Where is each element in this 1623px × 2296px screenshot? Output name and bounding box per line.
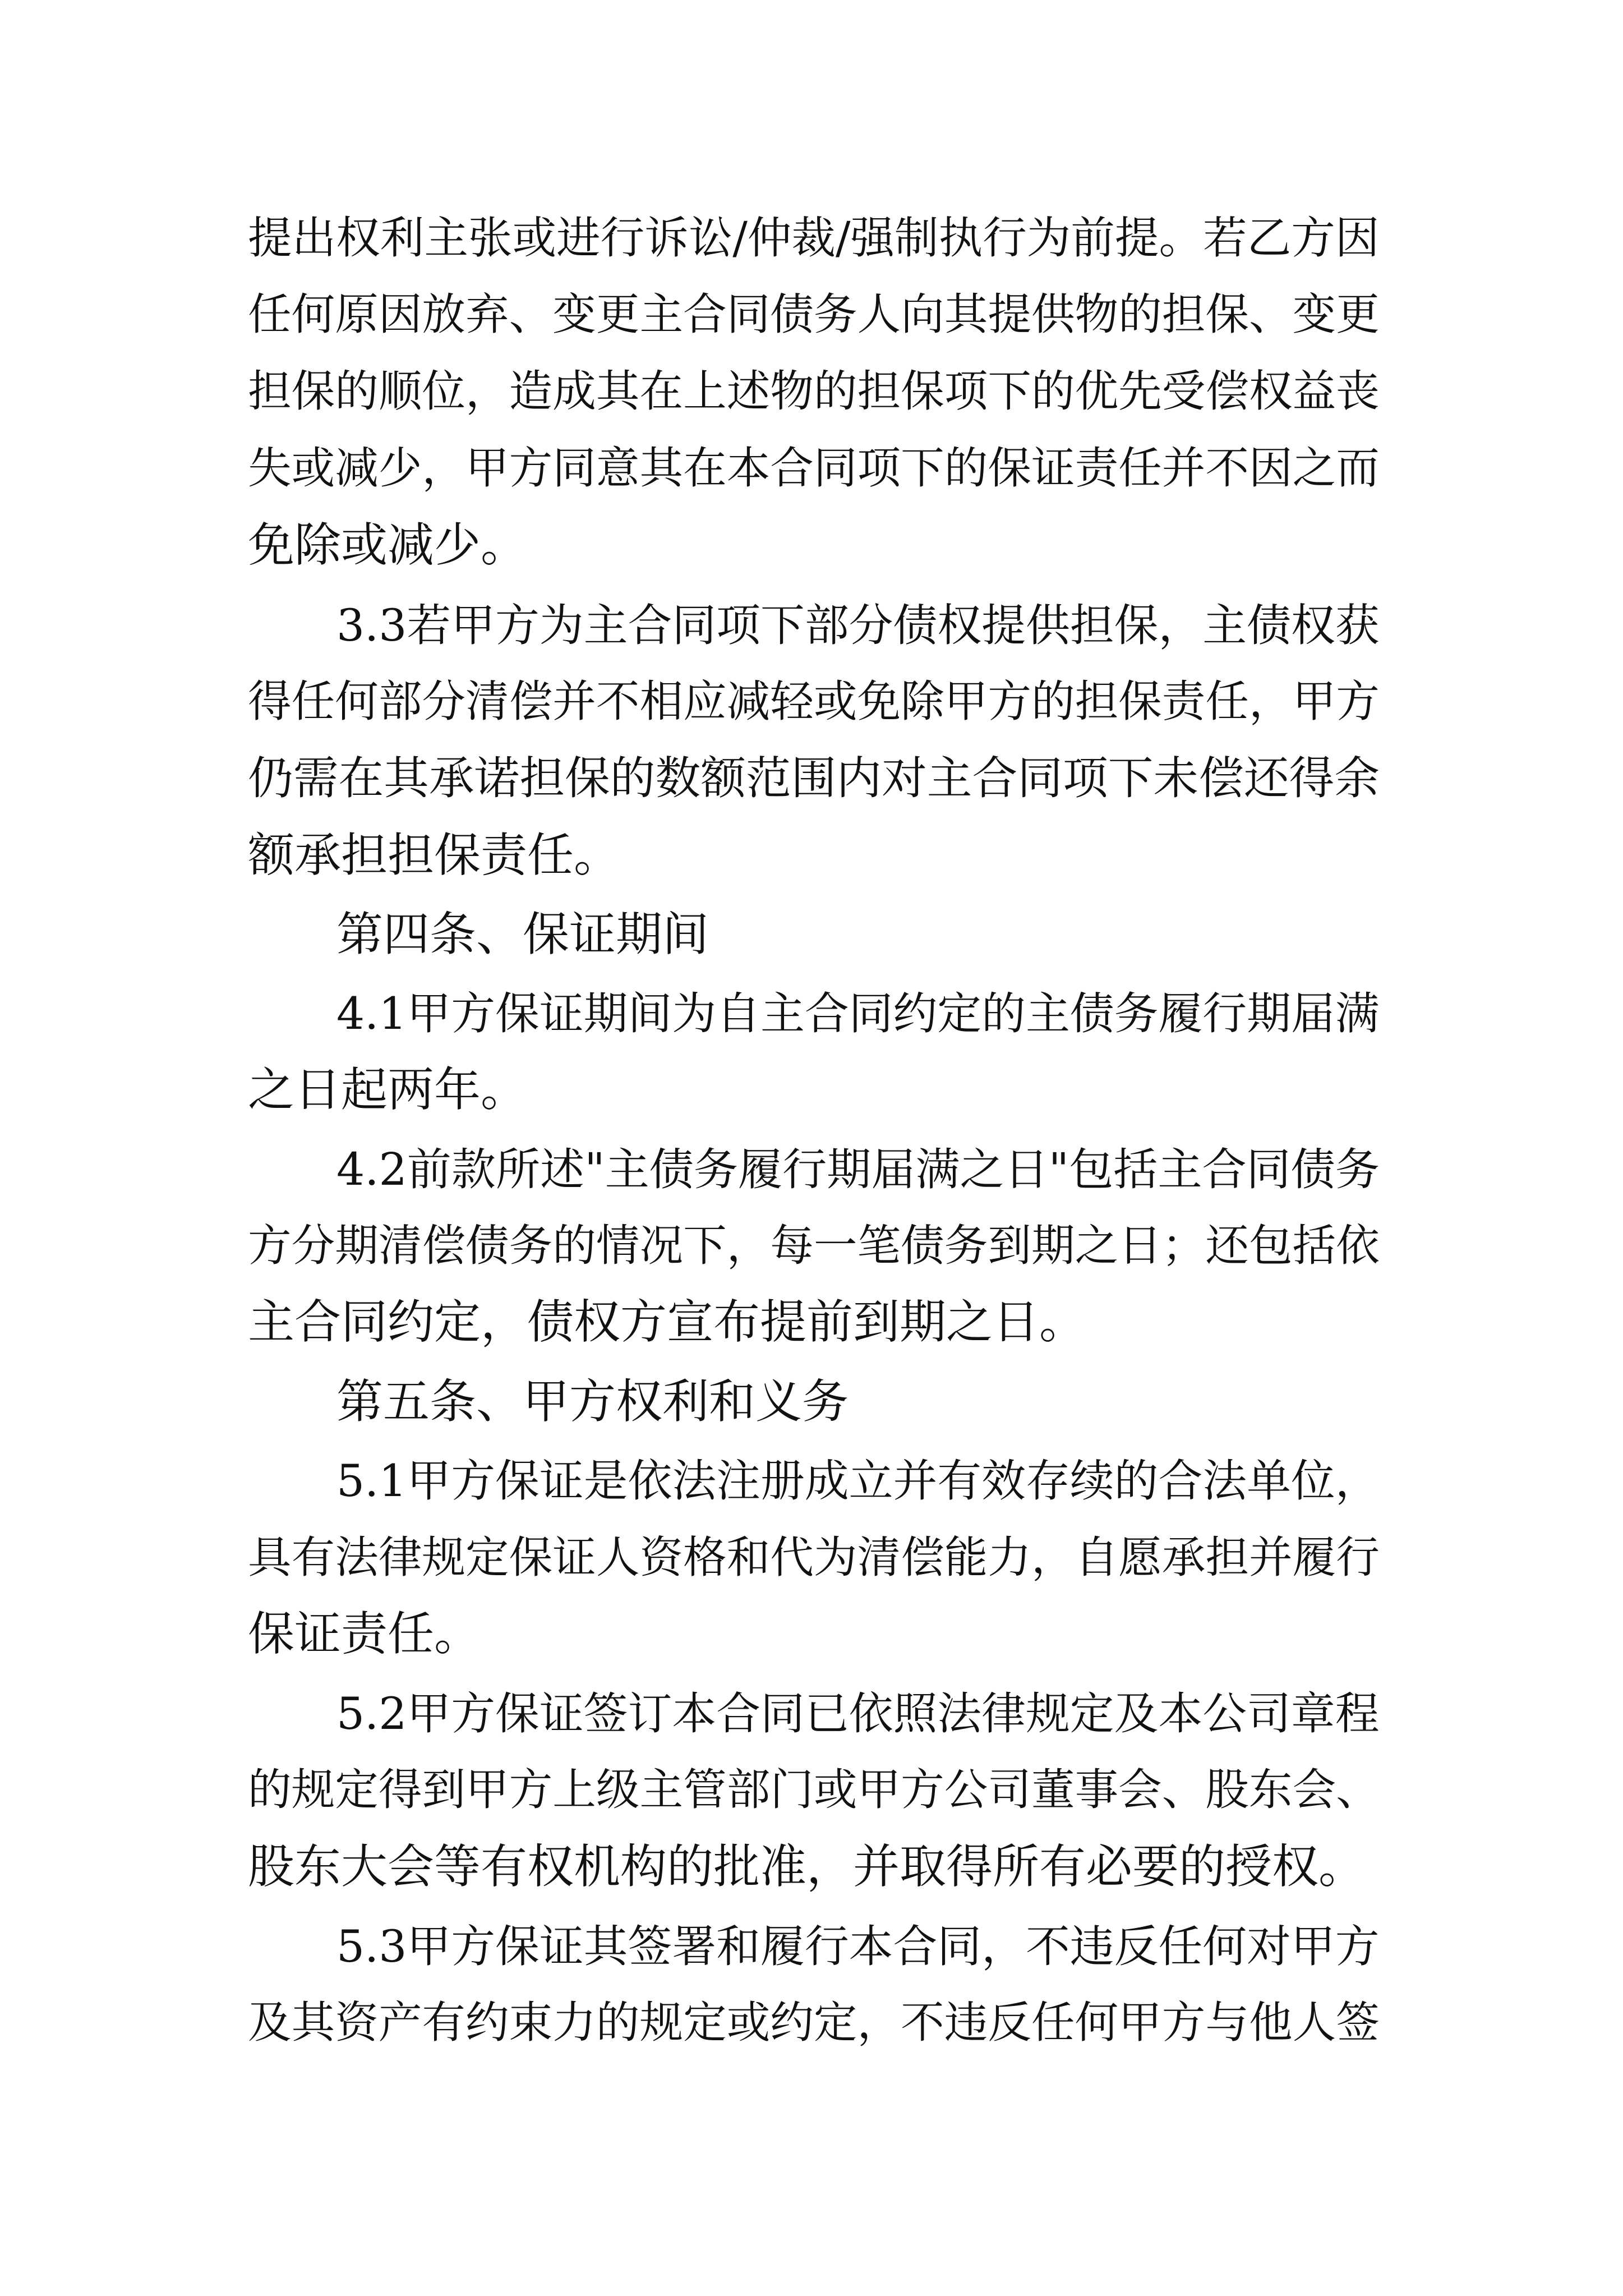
clause-3-3-line: 3.3若甲方为主合同项下部分债权提供担保，主债权获 — [336, 600, 1380, 651]
clause-4-1-line: 4.1甲方保证期间为自主合同约定的主债务履行期届满 — [336, 988, 1380, 1039]
clause-5-3-line: 5.3甲方保证其签署和履行本合同，不违反任何对甲方 — [336, 1921, 1380, 1972]
clause-4-2-line: 4.2前款所述"主债务履行期届满之日"包括主合同债务 — [336, 1144, 1380, 1195]
text-line: 任何原因放弃、变更主合同债务人向其提供物的担保、变更 — [248, 289, 1380, 340]
text-line: 保证责任。 — [248, 1607, 481, 1661]
clause-5-2-line: 5.2甲方保证签订本合同已依照法律规定及本公司章程 — [336, 1688, 1380, 1740]
section-heading-4: 第四条、保证期间 — [336, 907, 709, 961]
text-line: 得任何部分清偿并不相应减轻或免除甲方的担保责任，甲方 — [248, 677, 1380, 727]
text-line: 之日起两年。 — [248, 1062, 527, 1117]
text-line: 的规定得到甲方上级主管部门或甲方公司董事会、股东会、 — [248, 1765, 1380, 1815]
text-line: 及其资产有约束力的规定或约定，不违反任何甲方与他人签 — [248, 1998, 1380, 2048]
section-heading-5: 第五条、甲方权利和义务 — [336, 1374, 849, 1429]
text-line: 方分期清偿债务的情况下，每一笔债务到期之日；还包括依 — [248, 1221, 1380, 1271]
text-line: 主合同约定，债权方宣布提前到期之日。 — [248, 1295, 1086, 1349]
text-line: 具有法律规定保证人资格和代为清偿能力，自愿承担并履行 — [248, 1533, 1380, 1583]
clause-5-1-line: 5.1甲方保证是依法注册成立并有效存续的合法单位， — [336, 1455, 1380, 1507]
text-line: 提出权利主张或进行诉讼/仲裁/强制执行为前提。若乙方因 — [248, 212, 1380, 264]
text-line: 失或减少，甲方同意其在本合同项下的保证责任并不因之而 — [248, 443, 1380, 494]
text-line: 仍需在其承诺担保的数额范围内对主合同项下未偿还得余 — [248, 752, 1380, 805]
text-line: 股东大会等有权机构的批准，并取得所有必要的授权。 — [248, 1839, 1365, 1894]
text-line: 免除或减少。 — [248, 518, 527, 572]
text-line: 担保的顺位，造成其在上述物的担保项下的优先受偿权益丧 — [248, 366, 1380, 417]
text-line: 额承担担保责任。 — [248, 828, 620, 882]
